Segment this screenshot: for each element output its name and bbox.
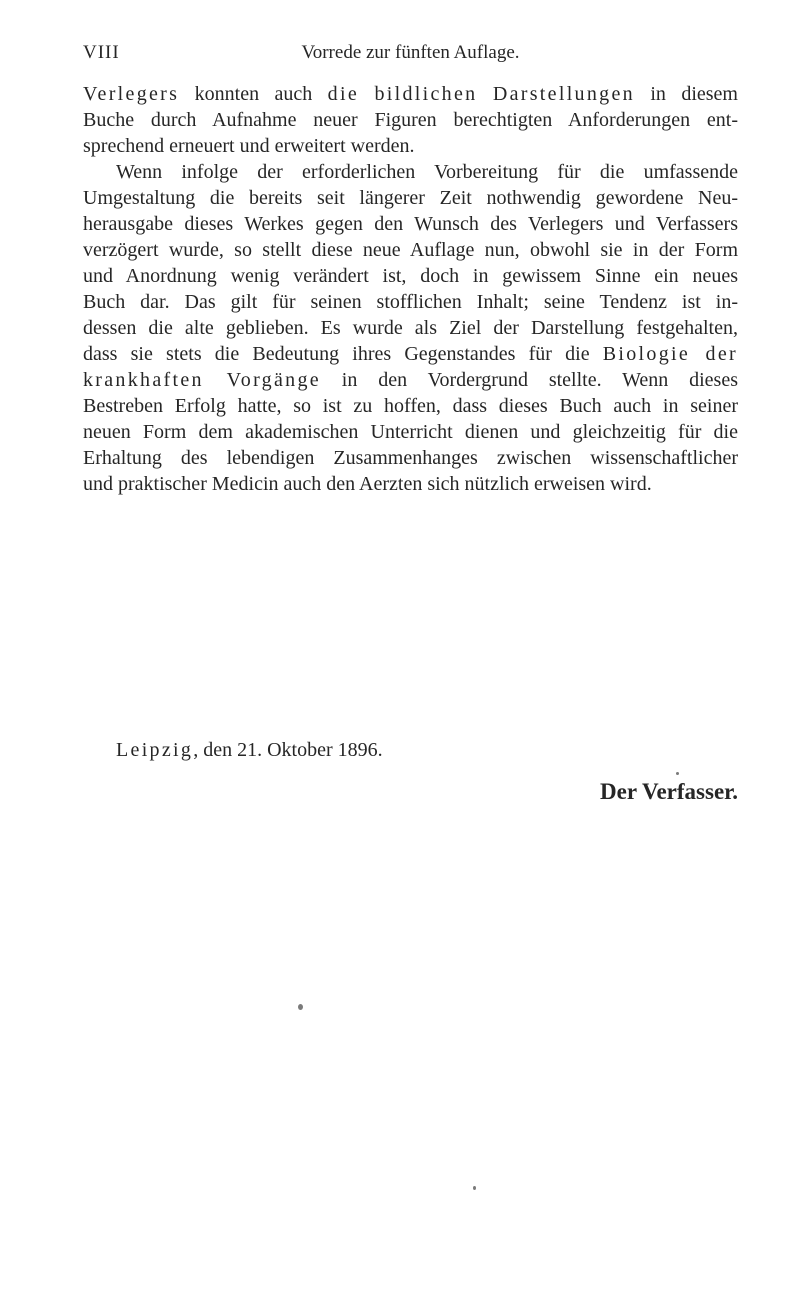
text-line	[83, 367, 738, 393]
page-number: VIII	[83, 42, 120, 63]
place-name: Leipzig	[116, 739, 194, 761]
text-line: Umgestaltung die bereits seit längerer Zeit nothwendig gewordene Neu-	[83, 187, 738, 209]
print-speck	[298, 1004, 303, 1010]
text-run: konnten auch	[179, 83, 328, 105]
preface-text	[83, 81, 738, 497]
spaced-word: Darstellungen	[492, 83, 635, 105]
text-line: Buch dar. Das gilt für seinen stofflichen Inhalt; seine Tendenz ist in-	[83, 291, 738, 313]
text-line: dessen die alte geblieben. Es wurde als Ziel der Darstellung festgehalten,	[83, 317, 738, 339]
running-header	[83, 40, 738, 66]
text-line: herausgabe dieses Werkes gegen den Wunsch des Verlegers und Verfassers	[83, 213, 738, 235]
text-line: und praktischer Medicin auch den Aerzten sich nützlich erweisen wird.	[83, 473, 652, 495]
text-line: verzögert wurde, so stellt diese neue Auflage nun, obwohl sie in der Form	[83, 239, 738, 261]
text-run	[477, 83, 492, 105]
signature: Der Verfasser.	[600, 779, 738, 804]
running-title: Vorrede zur fünften Auflage.	[301, 42, 520, 63]
spaced-word: bildlichen	[374, 83, 478, 105]
spaced-word: die	[327, 83, 360, 105]
text-line	[83, 81, 738, 107]
text-line: neuen Form dem akademischen Unterricht dienen und gleichzeitig für die	[83, 421, 738, 443]
text-run	[359, 83, 374, 105]
text-run: in den Vordergrund stellte. Wenn dieses	[320, 369, 738, 391]
text-line	[83, 341, 738, 367]
dateline	[116, 737, 383, 763]
spaced-word: Verlegers	[83, 83, 180, 105]
text-line: Erhaltung des lebendigen Zusammenhanges zwischen wissenschaftlicher	[83, 447, 738, 469]
spaced-word: Biologie der	[602, 343, 738, 365]
text-line: sprechend erneuert und erweitert werden.	[83, 135, 415, 157]
text-line: und Anordnung wenig verändert ist, doch in gewissem Sinne ein neues	[83, 265, 738, 287]
text-line: Wenn infolge der erforderlichen Vorbereitung für die umfassende	[116, 161, 738, 183]
print-speck	[473, 1186, 476, 1190]
text-run: in diesem	[634, 83, 738, 105]
text-line: Buche durch Aufnahme neuer Figuren berechtigten Anforderungen ent-	[83, 109, 738, 131]
text-run: dass sie stets die Bedeutung ihres Gegenstandes für die	[83, 343, 603, 365]
date: , den 21. Oktober 1896.	[193, 739, 383, 761]
print-speck	[676, 772, 679, 775]
text-line: Bestreben Erfolg hatte, so ist zu hoffen, dass dieses Buch auch in seiner	[83, 395, 738, 417]
spaced-word: krankhaften Vorgänge	[83, 369, 321, 391]
